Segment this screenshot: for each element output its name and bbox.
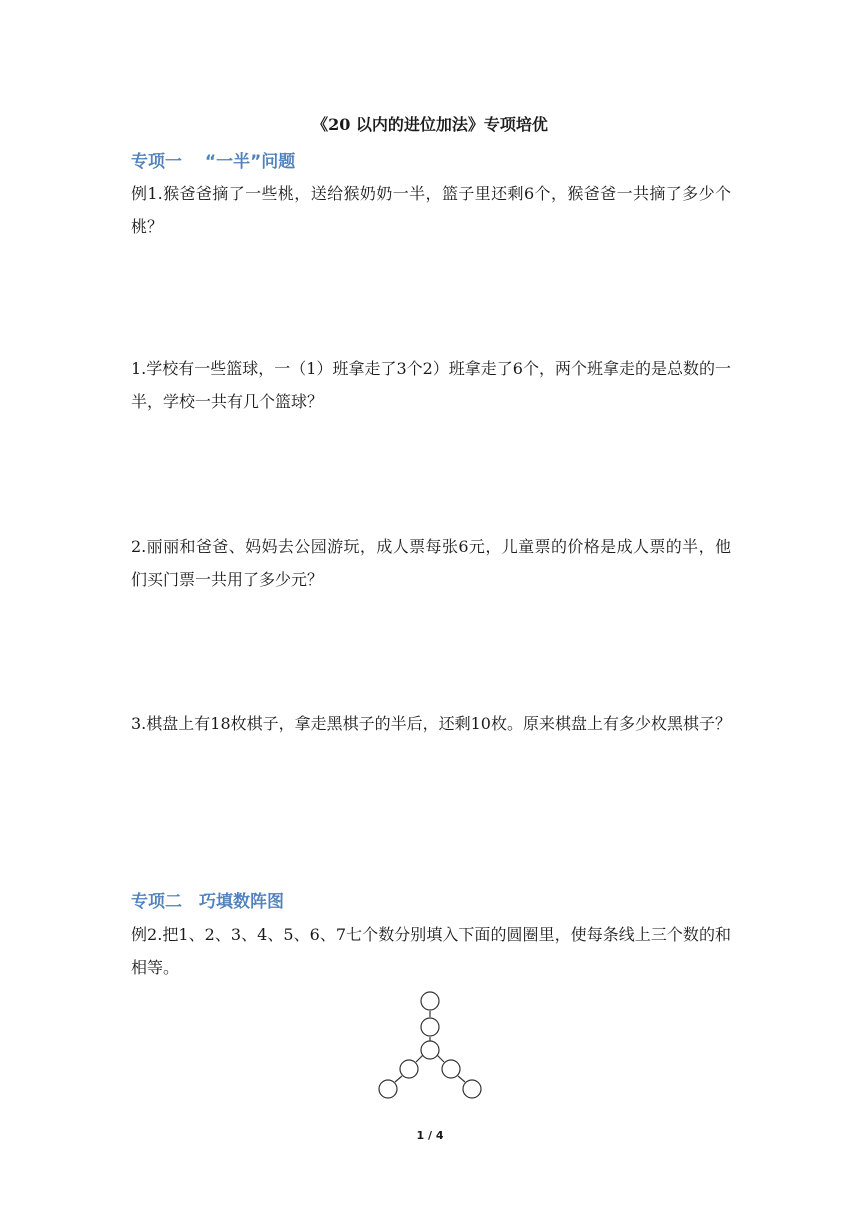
diagram-circle xyxy=(442,1060,460,1078)
problem-1: 1.学校有一些篮球，一（1）班拿走了3个2）班拿走了6个，两个班拿走的是总数的一半，学校一共有几个篮球？ xyxy=(131,359,731,411)
diagram-line-right xyxy=(458,1076,465,1082)
problem-2: 2.丽丽和爸爸、妈妈去公园游玩，成人票每张6元，儿童票的价格是成人票的半，他们买门票一共用了多少元？ xyxy=(131,537,731,589)
number-array-diagram xyxy=(370,985,490,1105)
diagram-circle xyxy=(400,1060,418,1078)
diagram-circle xyxy=(421,992,439,1010)
section-heading-2: 专项二 巧填数阵图 xyxy=(131,892,284,912)
diagram-circle xyxy=(421,1018,439,1036)
diagram-line-left xyxy=(395,1076,402,1082)
section-heading-1: 专项一 “一半”问题 xyxy=(131,152,296,172)
diagram-line-left xyxy=(416,1055,423,1062)
diagram-circle xyxy=(463,1080,481,1098)
example-1: 例1.猴爸爸摘了一些桃，送给猴奶奶一半，篮子里还剩6个，猴爸爸一共摘了多少个桃？ xyxy=(131,184,731,236)
problem-3: 3.棋盘上有18枚棋子，拿走黑棋子的半后，还剩10枚。原来棋盘上有多少枚黑棋子？ xyxy=(131,714,731,733)
diagram-line-right xyxy=(437,1055,444,1062)
diagram-circle-center xyxy=(421,1041,439,1059)
page-number: 1 / 4 xyxy=(416,1129,444,1142)
example-2: 例2.把1、2、3、4、5、6、7七个数分别填入下面的圆圈里，使每条线上三个数的和相等。 xyxy=(131,925,731,977)
document-title: 《20 以内的进位加法》专项培优 xyxy=(312,115,548,134)
diagram-circle xyxy=(379,1080,397,1098)
